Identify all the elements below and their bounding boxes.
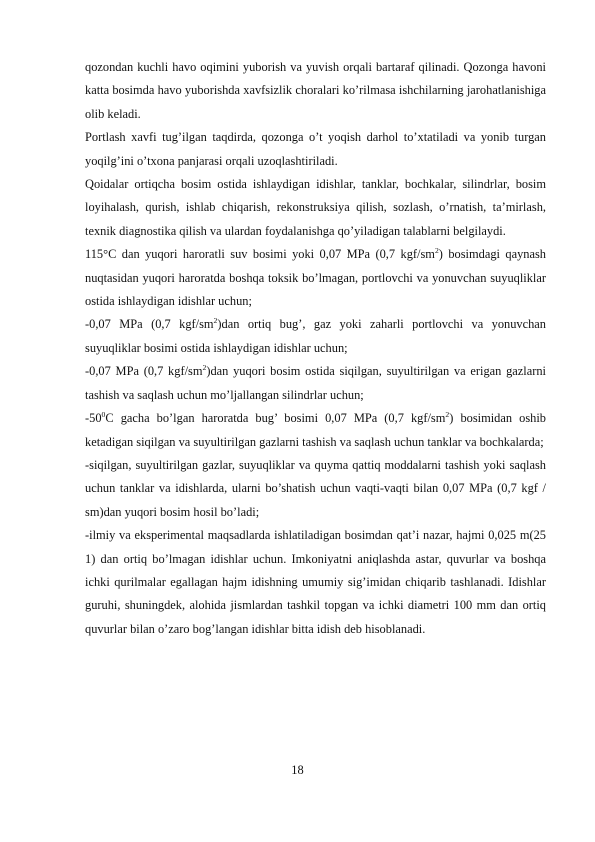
- list-item-steam-gas-vessels: [85, 313, 546, 360]
- paragraph-rules-scope: Qoidalar ortiqcha bosim ostida ishlaydigan idishlar, tanklar, bochkalar, silindrlar, bosim loyihalash, qurish, ishlab chiqarish, rekonstruksiya qilish, sozlash, o’rnatish, ta’mirlash, texnik diagnostika qilish va ulardan foydalanishga qo’yiladigan talablarni belgilaydi.: [85, 177, 546, 238]
- superscript: 2: [213, 316, 218, 326]
- list-item-tanks-barrels: [85, 407, 546, 454]
- superscript: 2: [434, 246, 439, 256]
- list-item-hot-water-vessels: [85, 243, 546, 313]
- document-body: [85, 56, 546, 641]
- item-text-start: 115°C dan yuqori haroratli suv bosimi yoki 0,07 MPa (0,7 kgf/sm: [85, 247, 435, 262]
- item-text-end: ) bosimdagi qaynash nuqtasidan yuqori haroratda boshqa toksik bo’lmagan, portlovchi va yonuvchan suyuqliklar ostida ishlaydigan idishlar uchun;: [85, 247, 546, 309]
- paragraph-explosion-risk: Portlash xavfi tug’ilgan taqdirda, qozonga o’t yoqish darhol to’xtatiladi va yonib turgan yoqilg’ini o’txona panjarasi orqali uzoqlashtiriladi.: [85, 130, 546, 168]
- item-text-end: ) bosimidan oshib ketadigan siqilgan va suyultirilgan gazlarni tashish va saqlash uchun tanklar va bochkalarda;: [85, 411, 546, 449]
- item-text-start: -0,07 MPa (0,7 kgf/sm: [85, 364, 203, 379]
- item-text-end: )dan yuqori bosim ostida siqilgan, suyultirilgan va erigan gazlarni tashish va saqlash uchun mo’ljallangan silindrlar uchun;: [85, 364, 546, 402]
- item-text-end: )dan ortiq bug’, gaz yoki zaharli portlovchi va yonuvchan suyuqliklar bosimi ostida ishlaydigan idishlar uchun;: [85, 317, 546, 355]
- page-number: 18: [291, 763, 304, 777]
- item-text-start: -50: [85, 411, 102, 426]
- list-item-gas-cylinders: [85, 360, 546, 407]
- superscript: 0: [101, 409, 106, 419]
- paragraph-ventilation: qozondan kuchli havo oqimini yuborish va yuvish orqali bartaraf qilinadi. Qozonga havoni katta bosimda havo yuborishda xavfsizlik choralari ko’rilmasa ishchilarning jarohatlanishiga olib keladi.: [85, 60, 546, 121]
- list-item-transport-tanks: -siqilgan, suyultirilgan gazlar, suyuqliklar va quyma qattiq moddalarni tashish yoki saqlash uchun tanklar va idishlarda, ularni bo’shatish uchun vaqti-vaqti bilan 0,07 MPa (0,7 kgf / sm)dan yuqori bosim hosil bo’ladi;: [85, 457, 546, 519]
- superscript: 2: [202, 363, 207, 373]
- item-text-middle: C gacha bo’lgan haroratda bug’ bosimi 0,07 MPa (0,7 kgf/sm: [105, 411, 446, 426]
- list-item-experimental-vessels: -ilmiy va eksperimental maqsadlarda ishlatiladigan bosimdan qat’i nazar, hajmi 0,025 m(25 1) dan ortiq bo’lmagan idishlar uchun. Imkoniyatni aniqlashda astar, quvurlar va boshqa ichki qurilmalar egallagan hajm idishning umumiy sig’imidan chiqarib tashlanadi. Idishlar guruhi, shuningdek, alohida jismlardan tashkil topgan va ichki diametri 100 mm dan ortiq quvurlar bilan o’zaro bog’langan idishlar bitta idish deb hisoblanadi.: [85, 528, 546, 636]
- superscript: 2: [445, 409, 450, 419]
- item-text-start: -0,07 MPa (0,7 kgf/sm: [85, 317, 214, 332]
